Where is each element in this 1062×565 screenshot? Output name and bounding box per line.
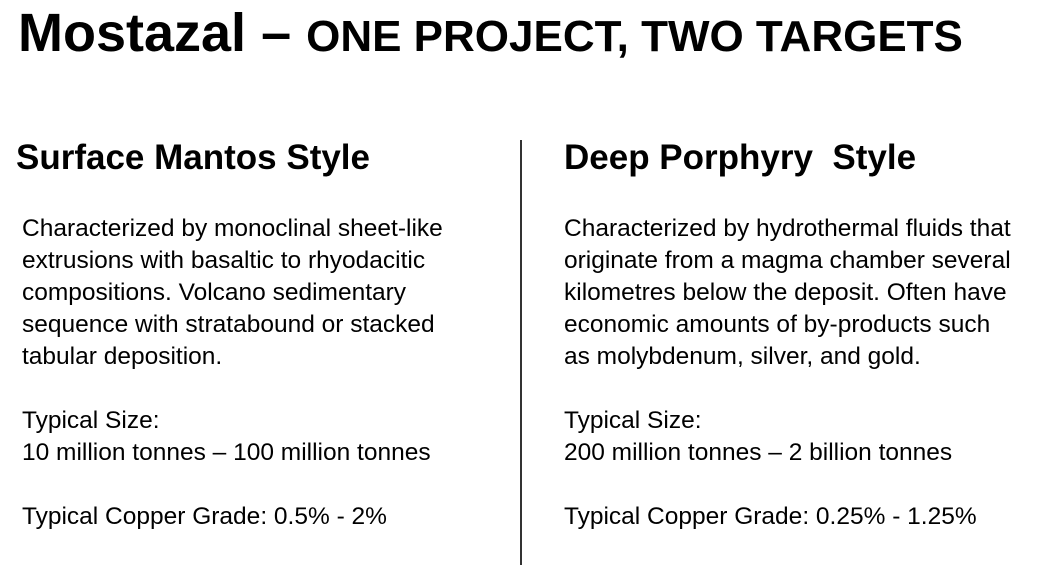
typical-size-value: 200 million tonnes – 2 billion tonnes <box>564 439 953 466</box>
typical-copper-grade: Typical Copper Grade: 0.5% - 2% <box>22 503 387 530</box>
title-separator: – <box>246 3 307 63</box>
column-divider <box>520 140 522 565</box>
typical-size-block <box>564 405 1062 469</box>
project-name: Mostazal <box>18 3 247 63</box>
typical-copper-grade: Typical Copper Grade: 0.25% - 1.25% <box>564 503 977 530</box>
column-description: Characterized by hydrothermal fluids that originate from a magma chamber several kilometres below the deposit. Often have economic amounts of by-products such as molybdenum, silver, and gold. <box>564 215 1011 370</box>
typical-size-block <box>16 405 511 469</box>
column-heading: Deep Porphyry Style <box>564 138 917 177</box>
deep-porphyry-column <box>564 138 1062 533</box>
column-description: Characterized by monoclinal sheet-like extrusions with basaltic to rhyodacitic compositions. Volcano sedimentary sequence with stratabound or stacked tabular deposition. <box>22 215 443 370</box>
title-tagline: ONE PROJECT, TWO TARGETS <box>306 12 963 61</box>
typical-size-label: Typical Size: <box>22 407 160 434</box>
column-heading: Surface Mantos Style <box>16 138 370 177</box>
typical-size-label: Typical Size: <box>564 407 702 434</box>
surface-mantos-column <box>16 138 511 533</box>
slide-title <box>18 4 963 63</box>
typical-size-value: 10 million tonnes – 100 million tonnes <box>22 439 431 466</box>
